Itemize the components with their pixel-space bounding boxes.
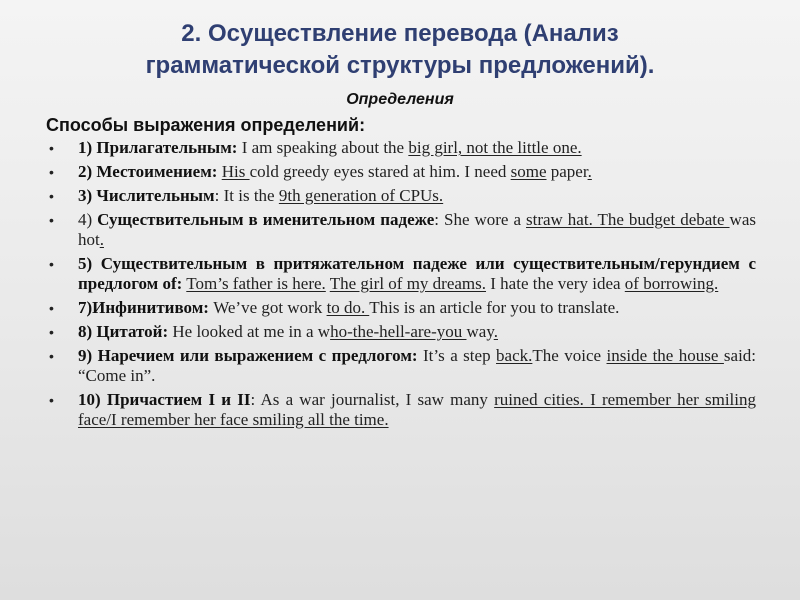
item-label: 7)Инфинитивом: (78, 298, 209, 317)
definitions-list (44, 138, 756, 434)
bullet-icon: • (49, 140, 54, 156)
item-label: 2) Местоимением: (78, 162, 218, 181)
item-example: ruined cities. I remember her smiling face/I remember her face smiling all the time. (78, 390, 756, 429)
item-example: straw hat. The budget debate (526, 210, 730, 229)
item-example: to do. (326, 298, 370, 317)
list-item (44, 138, 756, 158)
list-item (44, 346, 756, 386)
item-text: said: “Come in”. (78, 346, 757, 385)
item-text: I hate the very idea (486, 274, 625, 293)
item-text: cold greedy eyes stared at him. I need (249, 162, 511, 181)
item-example: big girl, not the little one. (408, 138, 582, 157)
item-label: 1) Прилагательным: (78, 138, 238, 157)
item-text: : She wore a (434, 210, 526, 229)
bullet-icon: • (49, 324, 54, 340)
item-example: . (587, 162, 592, 181)
item-example: back. (496, 346, 533, 365)
title-line-2: грамматической структуры предложений). (145, 52, 655, 79)
item-example: ho-the-hell-are-you (330, 322, 467, 341)
list-item (44, 322, 756, 342)
item-label: 10) Причастием I и II (78, 390, 251, 409)
bullet-icon: • (49, 188, 54, 204)
item-text: : It is the (214, 186, 279, 205)
item-text: way (466, 322, 494, 341)
item-example: 9th generation of CPUs. (278, 186, 444, 205)
list-item (44, 186, 756, 206)
item-example: . (493, 322, 498, 341)
bullet-icon: • (49, 212, 54, 228)
item-text: : As a war journalist, I saw many (250, 390, 495, 409)
item-example: of borrowing. (624, 274, 719, 293)
item-label: 3) Числительным (78, 186, 215, 205)
bullet-icon: • (49, 348, 54, 364)
item-label: 5) Существительным в притяжательном падеже или существительным/герундием с предлогом of: (78, 254, 756, 293)
item-label: 9) Наречием или выражением с предлогом: (78, 346, 418, 365)
item-prefix: 4) (78, 210, 98, 229)
item-example: . (99, 230, 104, 249)
item-text: We’ve got work (208, 298, 327, 317)
item-example: inside the house (606, 346, 724, 365)
item-text: The voice (532, 346, 607, 365)
bullet-icon: • (49, 300, 54, 316)
item-text: It’s a step (417, 346, 497, 365)
item-example: His (221, 162, 250, 181)
item-text: He looked at me in a w (168, 322, 331, 341)
item-example: Tom’s father is here. (186, 274, 326, 293)
slide-subtitle: Определения (346, 91, 454, 108)
item-label: Существительным в именительном падеже (97, 210, 435, 229)
item-example: The girl of my dreams. (329, 274, 487, 293)
list-item (44, 254, 756, 294)
bullet-icon: • (49, 164, 54, 180)
item-label: 8) Цитатой: (78, 322, 169, 341)
list-item (44, 390, 756, 430)
list-item (44, 298, 756, 318)
section-heading: Способы выражения определений: (46, 115, 366, 135)
bullet-icon: • (49, 256, 54, 272)
item-text: This is an article for you to translate. (369, 298, 620, 317)
list-item (44, 162, 756, 182)
title-line-1: 2. Осуществление перевода (Анализ (181, 20, 619, 47)
item-text: I am speaking about the (237, 138, 409, 157)
item-text: paper (546, 162, 588, 181)
item-example: some (510, 162, 547, 181)
slide-title (60, 18, 740, 82)
item-text: was hot (78, 210, 756, 249)
bullet-icon: • (49, 392, 54, 408)
list-item (44, 210, 756, 250)
